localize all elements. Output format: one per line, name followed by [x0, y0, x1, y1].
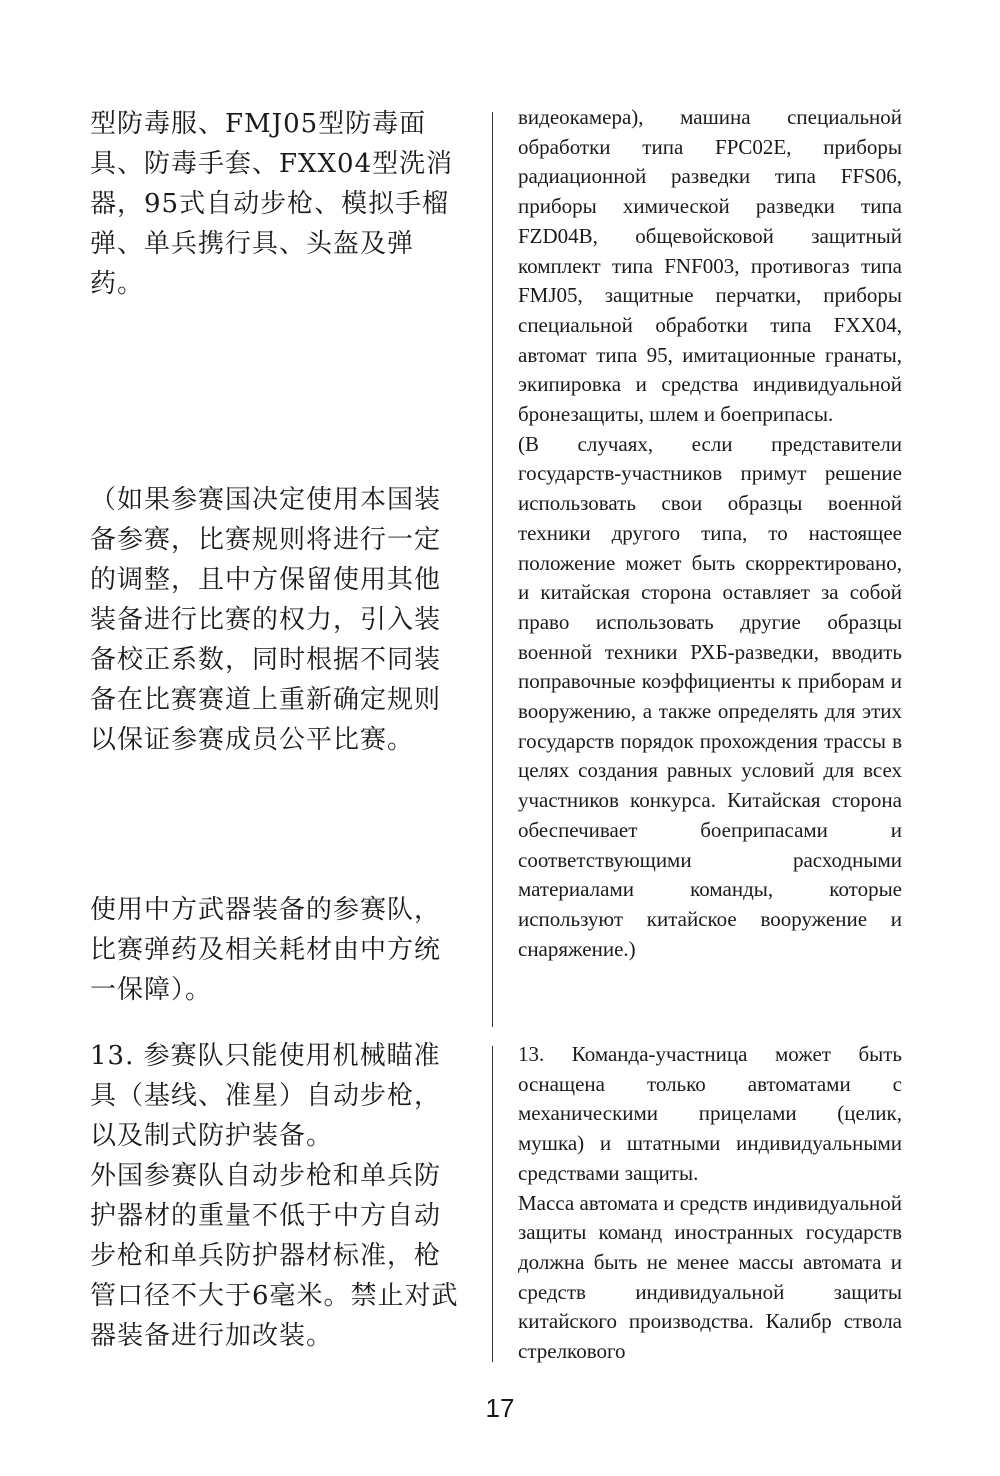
- russian-paragraph-1: [518, 103, 902, 964]
- chinese-paragraph-4: [90, 1036, 462, 1356]
- chinese-paragraph-2: [90, 480, 462, 760]
- russian-text: 13. Команда-участница может быть оснащена только автоматами с механическими прицелами (целик, мушка) и штатными индивидуальными средствами защиты.: [518, 1042, 902, 1185]
- chinese-paragraph-3: [90, 890, 462, 1010]
- chinese-text: 型防毒服、FMJ05型防毒面具、防毒手套、FXX04型洗消器，95式自动步枪、模拟手榴弹、单兵携行具、头盔及弹药。: [90, 109, 454, 299]
- russian-text: видеокамера), машина специальной обработки типа FPC02E, приборы радиационной разведки типа FFS06, приборы химической разведки типа FZD04B, общевойсковой защитный комплект типа FNF003, противогаз типа FMJ05, защитные перчатки, приборы специальной обработки типа FXX04, автомат типа 95, имитационные гранаты, экипировка и средства индивидуальной бронезащиты, шлем и боеприпасы.: [518, 105, 902, 427]
- chinese-paragraph-1: [90, 104, 462, 304]
- chinese-text: 使用中方武器装备的参赛队，比赛弹药及相关耗材由中方统一保障）。: [90, 895, 442, 1005]
- russian-paragraph-2: [518, 1040, 902, 1367]
- chinese-text: 外国参赛队自动步枪和单兵防护器材的重量不低于中方自动步枪和单兵防护器材标准，枪管口径不大于6毫米。禁止对武器装备进行加改装。: [90, 1161, 459, 1351]
- russian-text: Масса автомата и средств индивидуальной защиты команд иностранных государств должна быть не менее массы автомата и средств индивидуальной защиты китайского производства. Калибр ствола стрелкового: [518, 1190, 902, 1364]
- page-number: 17: [485, 1393, 515, 1423]
- column-divider-bottom: [492, 1046, 493, 1362]
- chinese-text: 13. 参赛队只能使用机械瞄准具（基线、准星）自动步枪，以及制式防护装备。: [90, 1041, 442, 1151]
- russian-text: (В случаях, если представители государств-участников примут решение использовать свои образцы военной техники другого типа, то настоящее положение может быть скорректировано, и китайская сторона оставляет за собой право использовать другие образцы военной техники РХБ-разведки, вводить поправочные коэффициенты к приборам и вооружению, а также определять для этих государств порядок прохождения трассы в целях создания равных условий для всех участников конкурса. Китайская сторона обеспечивает боеприпасами и соответствующими расходными материалами команды, которые используют китайское вооружение и снаряжение.): [518, 431, 902, 961]
- chinese-text: （如果参赛国决定使用本国装备参赛，比赛规则将进行一定的调整，且中方保留使用其他装备进行比赛的权力，引入装备校正系数，同时根据不同装备在比赛赛道上重新确定规则以保证参赛成员公平比赛。: [90, 485, 442, 755]
- column-divider-top: [492, 112, 493, 1027]
